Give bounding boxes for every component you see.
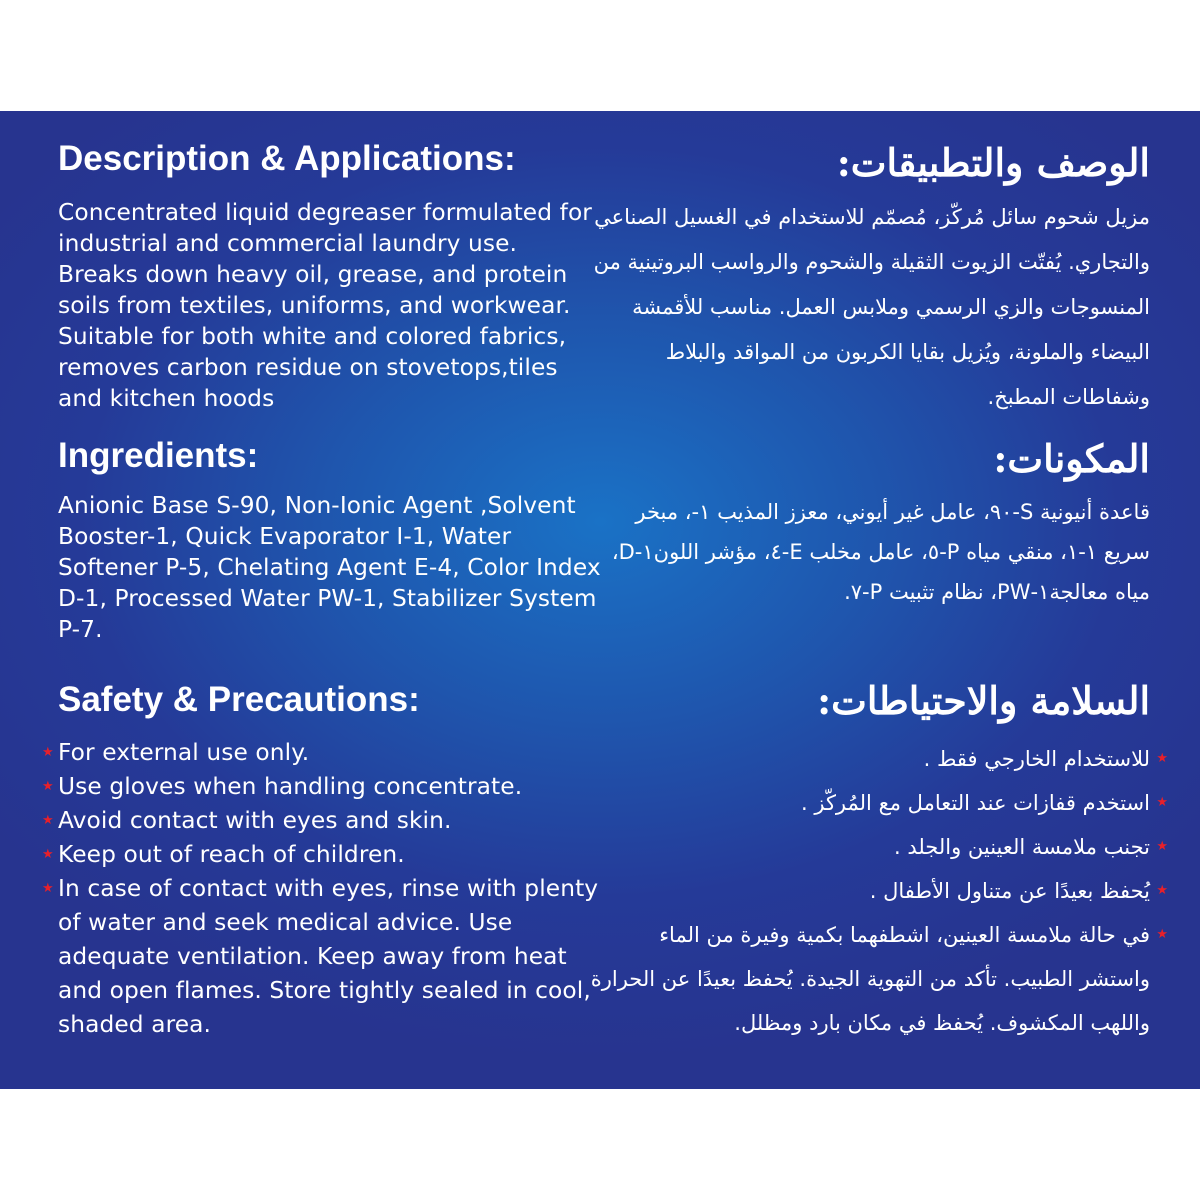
list-item: ★ In case of contact with eyes, rinse with plenty of water and seek medical advice. Use adequate ventilation. Keep away from heat and open flames. Store tightly sealed in cool, shaded area.	[58, 872, 603, 1042]
list-item: ★ يُحفظ بعيدًا عن متناول الأطفال .	[590, 869, 1150, 913]
star-bullet-icon: ★	[1156, 927, 1168, 942]
ingredients-heading-en: Ingredients:	[58, 436, 259, 475]
list-item: ★ للاستخدام الخارجي فقط .	[590, 737, 1150, 781]
list-item: ★ في حالة ملامسة العينين، اشطفهما بكمية وفيرة من الماء واستشر الطبيب. تأكد من التهوية الجيدة. يُحفظ بعيدًا عن الحرارة واللهب المكشوف. يُحفظ في مكان بارد ومظلل.	[590, 913, 1150, 1045]
list-item: ★ For external use only.	[58, 736, 603, 770]
star-bullet-icon: ★	[42, 847, 54, 862]
list-item: ★ تجنب ملامسة العينين والجلد .	[590, 825, 1150, 869]
ingredients-heading-ar: المكونات:	[993, 436, 1150, 481]
ingredients-body-en: Anionic Base S-90, Non-Ionic Agent ,Solvent Booster-1, Quick Evaporator I-1, Water Softener P-5, Chelating Agent E-4, Color Index D-1, Processed Water PW-1, Stabilizer System P-7.	[58, 492, 601, 643]
safety-heading-ar: السلامة والاحتياطات:	[817, 678, 1150, 723]
list-item: ★ Keep out of reach of children.	[58, 838, 603, 872]
label-panel	[0, 111, 1200, 1089]
star-bullet-icon: ★	[1156, 751, 1168, 766]
star-bullet-icon: ★	[42, 779, 54, 794]
description-heading-ar: الوصف والتطبيقات:	[836, 140, 1150, 185]
star-bullet-icon: ★	[1156, 839, 1168, 854]
safety-list-ar	[590, 737, 1168, 1045]
description-body-en: Concentrated liquid degreaser formulated for industrial and commercial laundry use. Breaks down heavy oil, grease, and protein soils from textiles, uniforms, and workwear. Suitable for both white and colored fabrics, removes carbon residue on stovetops,tiles and kitchen hoods	[58, 199, 592, 412]
star-bullet-icon: ★	[42, 745, 54, 760]
list-item: ★ Avoid contact with eyes and skin.	[58, 804, 603, 838]
ingredients-body-ar: قاعدة أنيونية S-٩٠، عامل غير أيوني، معزز المذيب ١-، مبخر سريع ١-١، منقي مياه P-٥، عامل مخلب E-٤، مؤشر اللون١-D، مياه معالجة١-PW، نظام تثبيت P-٧.	[611, 500, 1150, 604]
star-bullet-icon: ★	[42, 881, 54, 896]
list-item: ★ Use gloves when handling concentrate.	[58, 770, 603, 804]
star-bullet-icon: ★	[42, 813, 54, 828]
description-heading-en: Description & Applications:	[58, 139, 516, 178]
safety-heading-en: Safety & Precautions:	[58, 680, 420, 719]
star-bullet-icon: ★	[1156, 795, 1168, 810]
description-body-ar: مزيل شحوم سائل مُركّز، مُصمّم للاستخدام في الغسيل الصناعي والتجاري. يُفتّت الزيوت الثقيلة والشحوم والرواسب البروتينية من المنسوجات والزي الرسمي وملابس العمل. مناسب للأقمشة البيضاء والملونة، ويُزيل بقايا الكربون من المواقد والبلاط وشفاطات المطبخ.	[593, 205, 1150, 409]
star-bullet-icon: ★	[1156, 883, 1168, 898]
list-item: ★ استخدم قفازات عند التعامل مع المُركّز .	[590, 781, 1150, 825]
safety-list-en	[42, 736, 603, 1042]
